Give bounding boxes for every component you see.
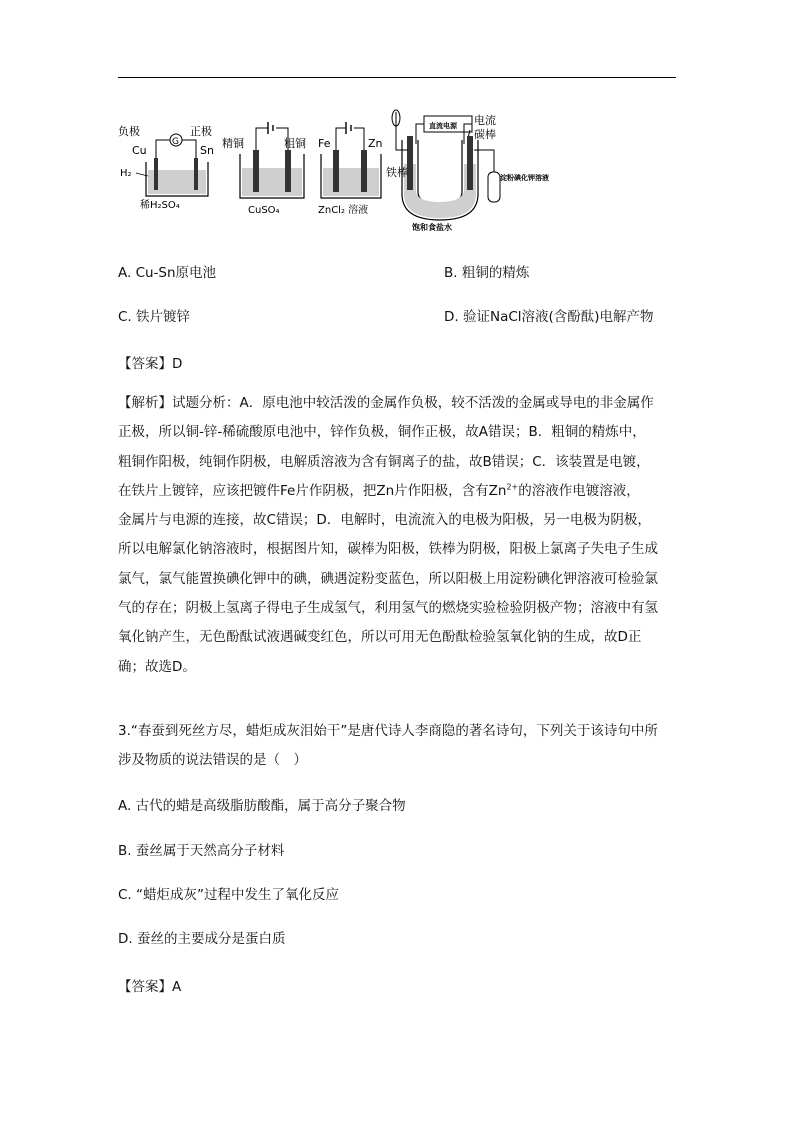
q2-option-c: C. 铁片镀锌 xyxy=(118,309,191,325)
label-pure-copper: 精铜 xyxy=(222,137,244,150)
analysis-text: 在铁片上镀锌，应该把镀件Fe片作阴极，把Zn片作阳极，含有 xyxy=(118,482,489,499)
fe-electrode xyxy=(333,150,339,192)
q2-option-a: A. Cu-Sn原电池 xyxy=(118,265,217,281)
q3-stem-line: 3.“春蚕到死丝方尽，蜡炬成灰泪始干”是唐代诗人李商隐的著名诗句，下列关于该诗句中所 xyxy=(118,723,658,739)
cu-electrode xyxy=(154,158,158,190)
u-tube-inner xyxy=(418,140,462,204)
q3-option-a: A. 古代的蜡是高级脂肪酸酯，属于高分子聚合物 xyxy=(118,798,406,814)
label-brine: 饱和食盐水 xyxy=(412,223,452,232)
analysis-text: 的溶液作电镀溶液， xyxy=(518,482,640,499)
label-sn: Sn xyxy=(200,144,214,157)
wire xyxy=(336,128,364,152)
ki-starch-tube xyxy=(488,172,500,202)
label-iron: 铁棒 xyxy=(386,166,408,179)
zn-ion: Zn xyxy=(488,482,507,499)
sn-electrode xyxy=(194,158,198,190)
label-cu: Cu xyxy=(132,144,147,157)
analysis-line: 正极，所以铜-锌-稀硫酸原电池中，锌作负极，铜作正极，故A错误；B．粗铜的精炼中， xyxy=(118,424,646,441)
label-ki: 淀粉碘化钾溶液 xyxy=(500,174,549,182)
q3-option-d: D. 蚕丝的主要成分是蛋白质 xyxy=(118,931,286,947)
analysis-line: 气的存在；阴极上氢离子得电子生成氢气，利用氢气的燃烧实验检验阴极产物；溶液中有氢 xyxy=(118,600,658,617)
q3-stem xyxy=(118,717,678,776)
label-h2: H₂ xyxy=(120,168,132,179)
label-positive: 正极 xyxy=(190,125,212,138)
q2-analysis xyxy=(118,389,678,682)
header-rule xyxy=(118,77,676,78)
q2-answer: 【答案】D xyxy=(118,356,183,372)
analysis-line: 粗铜作阳极，纯铜作阴极，电解质溶液为含有铜离子的盐，故B错误；C．该装置是电镀， xyxy=(118,453,650,470)
label-crude-copper: 粗铜 xyxy=(284,137,306,150)
label-solution-b: CuSO₄ xyxy=(248,205,280,216)
diagram-d-brine-electrolysis xyxy=(386,110,549,232)
analysis-line: 所以电解氯化钠溶液时，根据图片知，碳棒为阳极，铁棒为阴极，阳极上氯离子失电子生成 xyxy=(118,541,658,558)
q3-option-c: C. “蜡炬成灰”过程中发生了氧化反应 xyxy=(118,887,339,903)
carbon-rod xyxy=(467,136,473,190)
label-negative: 负极 xyxy=(118,125,140,138)
label-current: 电流 xyxy=(474,114,496,127)
label-solution-c: ZnCl₂ 溶液 xyxy=(318,205,369,216)
solution xyxy=(242,168,302,196)
brine xyxy=(404,164,476,218)
q3-option-b: B. 蚕丝属于天然高分子材料 xyxy=(118,843,285,859)
analysis-line: 氧化钠产生，无色酚酞试液遇碱变红色，所以可用无色酚酞检验氢氧化钠的生成，故D正 xyxy=(118,629,642,646)
analysis-line: 确；故选D。 xyxy=(118,658,196,675)
solution xyxy=(323,168,379,196)
analysis-line: 【解析】试题分析：A．原电池中较活泼的金属作负极，较不活泼的金属或导电的非金属作 xyxy=(118,395,654,411)
q2-option-b: B. 粗铜的精炼 xyxy=(444,265,530,281)
pure-copper-electrode xyxy=(253,150,259,192)
crude-copper-electrode xyxy=(285,150,291,192)
label-zn: Zn xyxy=(368,137,383,150)
label-carbon: 碳棒 xyxy=(474,128,496,141)
zn-charge: 2+ xyxy=(506,482,519,492)
q3-answer: 【答案】A xyxy=(118,979,182,995)
diagram-c-zinc-plating xyxy=(318,122,383,216)
label-power: 直流电源 xyxy=(429,122,457,130)
q2-option-d: D. 验证NaCl溶液(含酚酞)电解产物 xyxy=(444,309,654,325)
q3-stem-line: 涉及物质的说法错误的是（ ） xyxy=(118,752,307,769)
diagram-a-galvanic-cell xyxy=(118,124,214,211)
label-solution-a: 稀H₂SO₄ xyxy=(140,200,180,211)
iron-rod xyxy=(407,136,413,190)
label-g: G xyxy=(172,137,179,147)
zn-electrode xyxy=(361,150,367,192)
diagram-b-copper-refining xyxy=(222,122,306,216)
apparatus-figure xyxy=(118,102,678,232)
analysis-line: 金属片与电源的连接，故C错误；D．电解时，电流流入的电极为阳极，另一电极为阴极， xyxy=(118,512,651,529)
analysis-line xyxy=(118,477,678,506)
analysis-line: 氯气，氯气能置换碘化钾中的碘，碘遇淀粉变蓝色，所以阳极上用淀粉碘化钾溶液可检验氯 xyxy=(118,570,658,587)
apparatus-svg xyxy=(118,102,678,232)
label-fe: Fe xyxy=(318,137,331,150)
